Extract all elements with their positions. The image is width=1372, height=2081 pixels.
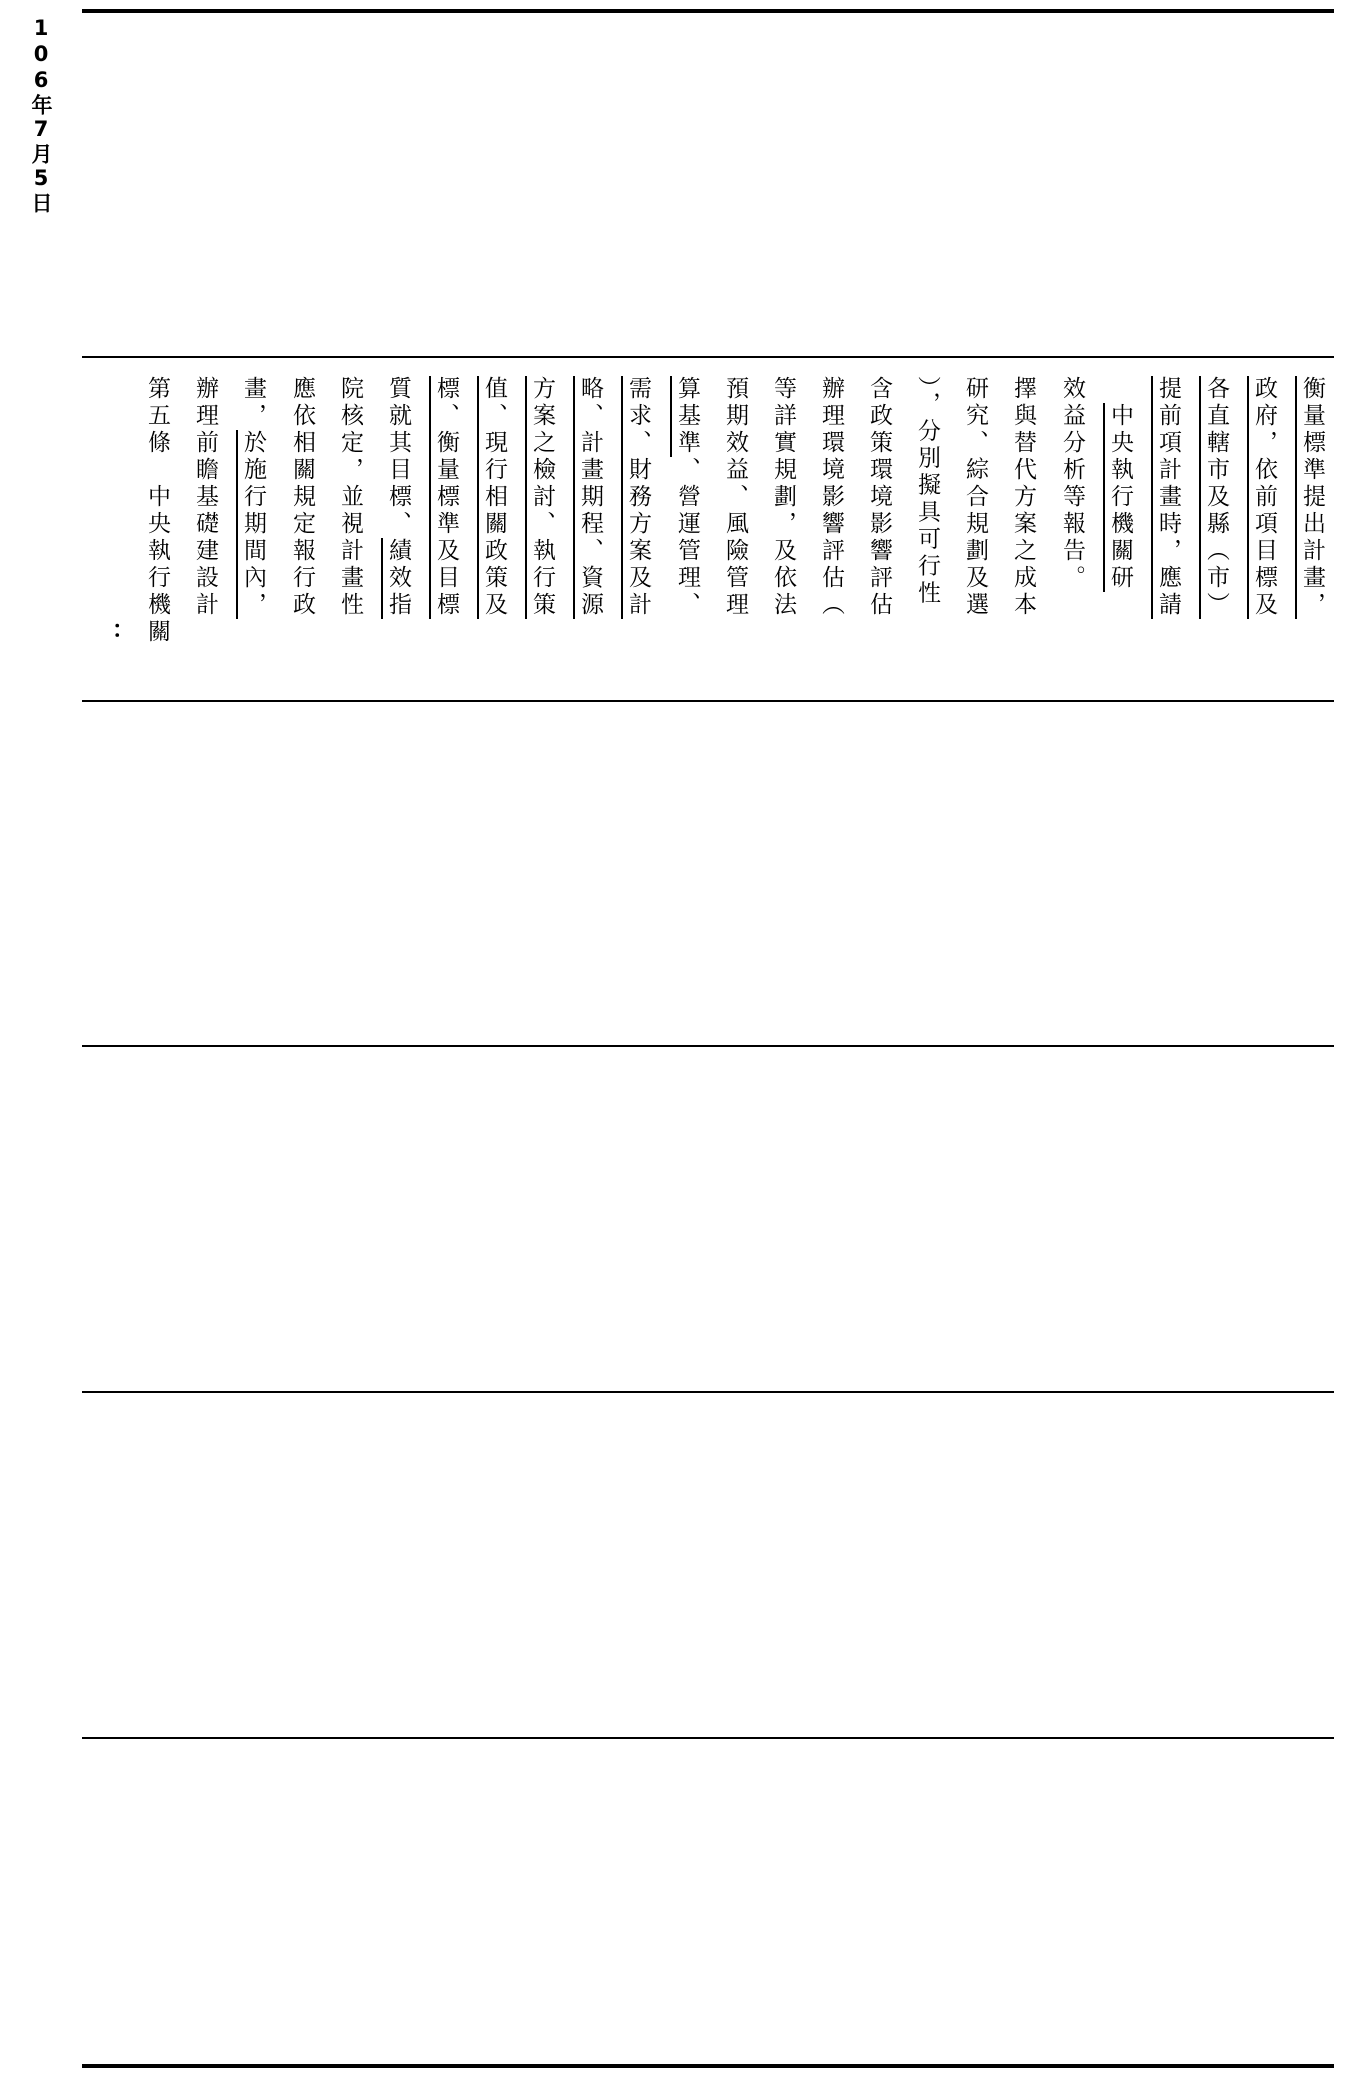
text-column (1060, 376, 1083, 592)
text-column (193, 376, 216, 619)
text-column (386, 376, 409, 619)
text-column (1011, 376, 1034, 619)
underlined-text-segment: 績效指 (381, 538, 411, 619)
text-column (482, 376, 505, 619)
text-column (1300, 376, 1323, 619)
underlined-text-segment: 方案之檢討、執行策 (525, 376, 555, 619)
underlined-text-segment: 值、現行相關政策及 (477, 376, 507, 619)
text-segment: ），分別擬具可行性 (914, 376, 940, 608)
underlined-text-segment: 各直轄市及縣（市） (1199, 376, 1229, 619)
text-column (626, 376, 649, 619)
text-column (290, 376, 313, 619)
underlined-text-segment: 算基準 (670, 376, 700, 457)
text-column (771, 376, 794, 619)
text-segment: 等詳實規劃，及依法 (770, 376, 796, 619)
text-column (1156, 376, 1179, 619)
text-column (915, 376, 938, 608)
underlined-text-segment: 提前項計畫時，應請 (1151, 376, 1181, 619)
text-segment: 辦理前瞻基礎建設計 (192, 376, 218, 619)
underlined-text-segment: 衡量標準提出計畫， (1295, 376, 1325, 619)
underlined-text-segment: 略、計畫期程、資源 (573, 376, 603, 619)
text-column (578, 376, 601, 619)
top-border-line (82, 9, 1334, 13)
text-column (1108, 376, 1131, 592)
text-column (1204, 376, 1227, 619)
text-segment: 院核定，並視計畫性 (337, 376, 363, 619)
text-segment: 應依相關規定報行政 (289, 376, 315, 619)
text-column (1252, 376, 1275, 619)
text-segment: 辦理環境影響評估（ (818, 376, 844, 619)
text-column (530, 376, 553, 619)
row-divider-5 (82, 1737, 1334, 1739)
text-segment: 含政策環境影響評估 (866, 376, 892, 619)
text-segment (1107, 376, 1133, 403)
row-divider-2 (82, 700, 1334, 702)
text-segment: 質就其目標、 (385, 376, 411, 538)
text-column (867, 376, 890, 619)
underlined-text-segment: 政府，依前項目標及 (1247, 376, 1277, 619)
text-column (963, 376, 986, 619)
text-column (241, 376, 264, 619)
text-column (675, 376, 698, 619)
row-divider-3 (82, 1045, 1334, 1047)
underlined-text-segment: 標、衡量標準及目標 (429, 376, 459, 619)
underlined-text-segment: 於施行期間內， (236, 430, 266, 619)
row-divider-4 (82, 1391, 1334, 1393)
text-column (819, 376, 842, 619)
row-divider-1 (82, 356, 1334, 358)
text-column (434, 376, 457, 619)
text-segment: 研究、綜合規劃及選 (962, 376, 988, 619)
leading-colon: ： (96, 622, 123, 649)
bottom-border-line (82, 2064, 1334, 2068)
text-segment: 擇與替代方案之成本 (1010, 376, 1036, 619)
text-segment: 預期效益、風險管理 (722, 376, 748, 619)
text-segment: 第五條 中央執行機關 (144, 376, 170, 646)
text-column (145, 376, 168, 646)
page-date-header: 106年7月5日 (29, 16, 53, 215)
text-column (723, 376, 746, 619)
text-segment: 、營運管理、 (674, 457, 700, 619)
text-column (338, 376, 361, 619)
underlined-text-segment: 中央執行機關研 (1103, 403, 1133, 592)
underlined-text-segment: 需求、財務方案及計 (621, 376, 651, 619)
text-segment: 畫， (240, 376, 266, 430)
text-segment: 效益分析等報告。 (1059, 376, 1085, 592)
